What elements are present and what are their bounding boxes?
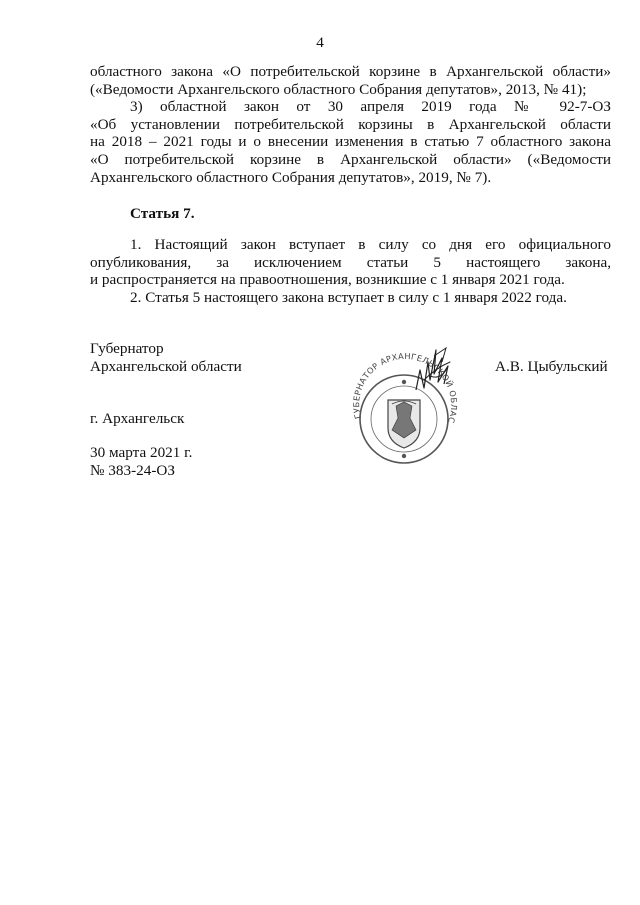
law-number: № 383-24-ОЗ	[90, 462, 175, 479]
page-number: 4	[316, 34, 324, 51]
text-line: на 2018 – 2021 годы и о внесении изменения в статью 7 областного закона	[90, 133, 611, 151]
text-line: областного закона «О потребительской корзине в Архангельской области»	[90, 63, 611, 80]
text-line: «О потребительской корзине в Архангельской области» («Ведомости	[90, 150, 611, 168]
text-line: 1. Настоящий закон вступает в силу со дня его официального	[130, 236, 611, 253]
text-line: опубликования, за исключением статьи 5 настоящего закона,	[90, 253, 611, 271]
previous-section-text	[90, 63, 611, 186]
article-7	[90, 205, 611, 223]
document-date: 30 марта 2021 г.	[90, 444, 193, 461]
seal-text: ГУБЕРНАТОР АРХАНГЕЛЬСКОЙ ОБЛАС	[351, 350, 460, 425]
official-seal	[346, 340, 461, 465]
signatory-title-line1: Губернатор	[90, 340, 164, 357]
text-line: «Об установлении потребительской корзины в Архангельской области	[90, 115, 611, 133]
text-line: Архангельского областного Собрания депутатов», 2019, № 7).	[90, 168, 492, 186]
article-heading: Статья 7.	[130, 205, 195, 222]
text-line: 3) областной закон от 30 апреля 2019 года № 92-7-ОЗ	[130, 98, 611, 116]
text-line: и распространяется на правоотношения, возникшие с 1 января 2021 года.	[90, 271, 565, 289]
article-7-body	[90, 236, 611, 306]
text-line: 2. Статья 5 настоящего закона вступает в силу с 1 января 2022 года.	[130, 288, 567, 306]
signatory-name: А.В. Цыбульский	[495, 358, 608, 375]
text-line: («Ведомости Архангельского областного Собрания депутатов», 2013, № 41);	[90, 80, 587, 98]
signatory-title-line2: Архангельской области	[90, 358, 242, 375]
place-of-signing: г. Архангельск	[90, 410, 185, 427]
